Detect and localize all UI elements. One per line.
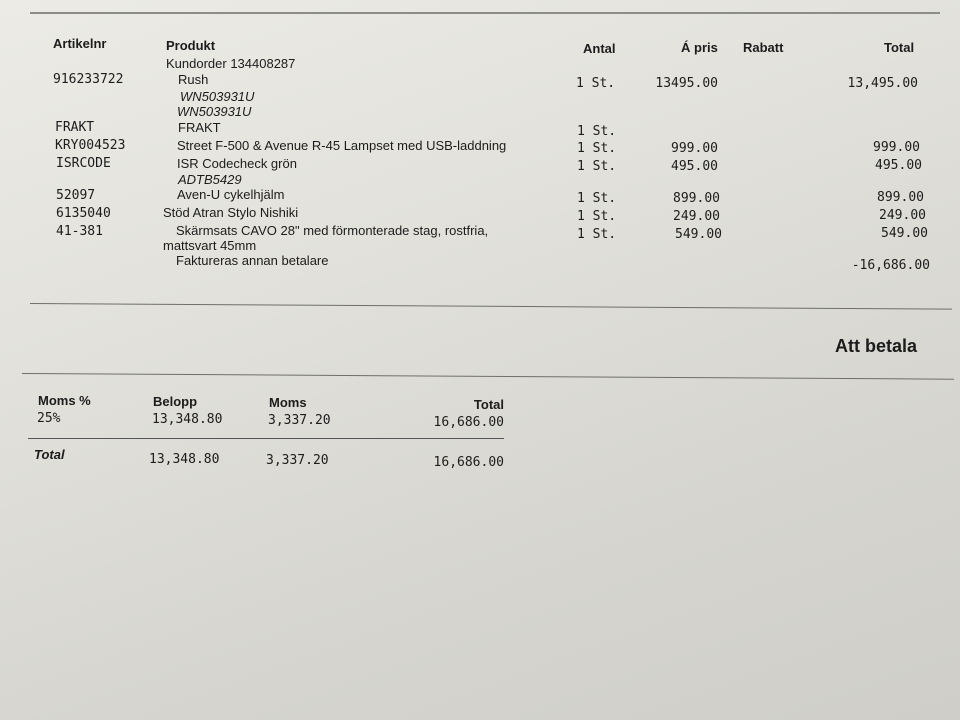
vat-divider bbox=[28, 438, 504, 439]
top-rule bbox=[30, 12, 940, 14]
kundorder-label: Kundorder 134408287 bbox=[166, 56, 296, 71]
row-apris: 495.00 bbox=[671, 159, 718, 174]
vat-moms: 3,337.20 bbox=[268, 413, 331, 428]
row-artikelnr: 41-381 bbox=[56, 224, 103, 239]
vat-totals-moms: 3,337.20 bbox=[266, 453, 329, 468]
faktureras-label: Faktureras annan betalare bbox=[176, 253, 329, 268]
faktureras-amount: -16,686.00 bbox=[851, 258, 930, 273]
row-antal: 1 St. bbox=[577, 159, 617, 174]
row-total: 999.00 bbox=[873, 140, 920, 155]
row-produkt: ISR Codecheck grön bbox=[177, 156, 297, 171]
row-antal: 1 St. bbox=[576, 76, 616, 91]
vat-belopp: 13,348.80 bbox=[152, 412, 223, 427]
row-antal: 1 St. bbox=[577, 227, 617, 242]
att-betala-label: Att betala bbox=[835, 336, 918, 356]
vat-header-total: Total bbox=[473, 397, 504, 412]
row-produkt: Skärmsats CAVO 28" med förmonterade stag, rostfria, bbox=[176, 223, 489, 238]
vat-totals-label: Total bbox=[34, 447, 65, 462]
row-produkt: Stöd Atran Stylo Nishiki bbox=[163, 205, 299, 220]
header-total: Total bbox=[884, 40, 915, 55]
header-apris: Á pris bbox=[681, 40, 718, 55]
header-antal: Antal bbox=[583, 41, 616, 56]
row-total: 899.00 bbox=[877, 190, 924, 205]
vat-total: 16,686.00 bbox=[433, 415, 504, 430]
row-artikelnr: ISRCODE bbox=[56, 156, 111, 171]
row-total: 249.00 bbox=[879, 208, 926, 223]
row-total: 549.00 bbox=[881, 226, 928, 241]
row-antal: 1 St. bbox=[577, 124, 617, 139]
row-apris: 899.00 bbox=[673, 191, 720, 206]
vat-totals-total: 16,686.00 bbox=[433, 455, 504, 470]
row-apris: 999.00 bbox=[671, 141, 718, 156]
row-artikelnr: 52097 bbox=[56, 188, 96, 203]
row-produkt: FRAKT bbox=[178, 120, 221, 135]
row-produkt-sub: WN503931U bbox=[180, 89, 255, 104]
divider bbox=[22, 373, 954, 380]
row-produkt: Street F-500 & Avenue R-45 Lampset med USB-laddning bbox=[177, 138, 507, 153]
divider bbox=[30, 303, 952, 310]
row-artikelnr: 6135040 bbox=[56, 206, 111, 221]
header-rabatt: Rabatt bbox=[743, 40, 784, 55]
row-produkt: Rush bbox=[178, 72, 209, 87]
row-apris: 249.00 bbox=[673, 209, 720, 224]
row-antal: 1 St. bbox=[577, 209, 617, 224]
row-produkt-line2: mattsvart 45mm bbox=[163, 238, 257, 253]
header-produkt: Produkt bbox=[166, 38, 216, 53]
row-produkt-sub: WN503931U bbox=[177, 104, 252, 119]
row-artikelnr: 916233722 bbox=[53, 72, 124, 87]
header-artikelnr: Artikelnr bbox=[53, 36, 107, 51]
vat-header-belopp: Belopp bbox=[153, 394, 198, 409]
vat-totals-belopp: 13,348.80 bbox=[149, 452, 220, 467]
row-antal: 1 St. bbox=[577, 191, 617, 206]
row-produkt-sub: ADTB5429 bbox=[178, 172, 242, 187]
row-artikelnr: FRAKT bbox=[55, 120, 95, 135]
vat-header-moms-pct: Moms % bbox=[38, 393, 91, 408]
row-total: 495.00 bbox=[875, 158, 922, 173]
row-total: 13,495.00 bbox=[847, 76, 918, 91]
row-artikelnr: KRY004523 bbox=[55, 138, 126, 153]
vat-moms-pct: 25% bbox=[37, 411, 61, 426]
row-produkt: Aven-U cykelhjälm bbox=[177, 187, 285, 202]
row-apris: 13495.00 bbox=[655, 76, 718, 91]
vat-header-moms: Moms bbox=[269, 395, 307, 410]
row-antal: 1 St. bbox=[577, 141, 617, 156]
row-apris: 549.00 bbox=[675, 227, 722, 242]
